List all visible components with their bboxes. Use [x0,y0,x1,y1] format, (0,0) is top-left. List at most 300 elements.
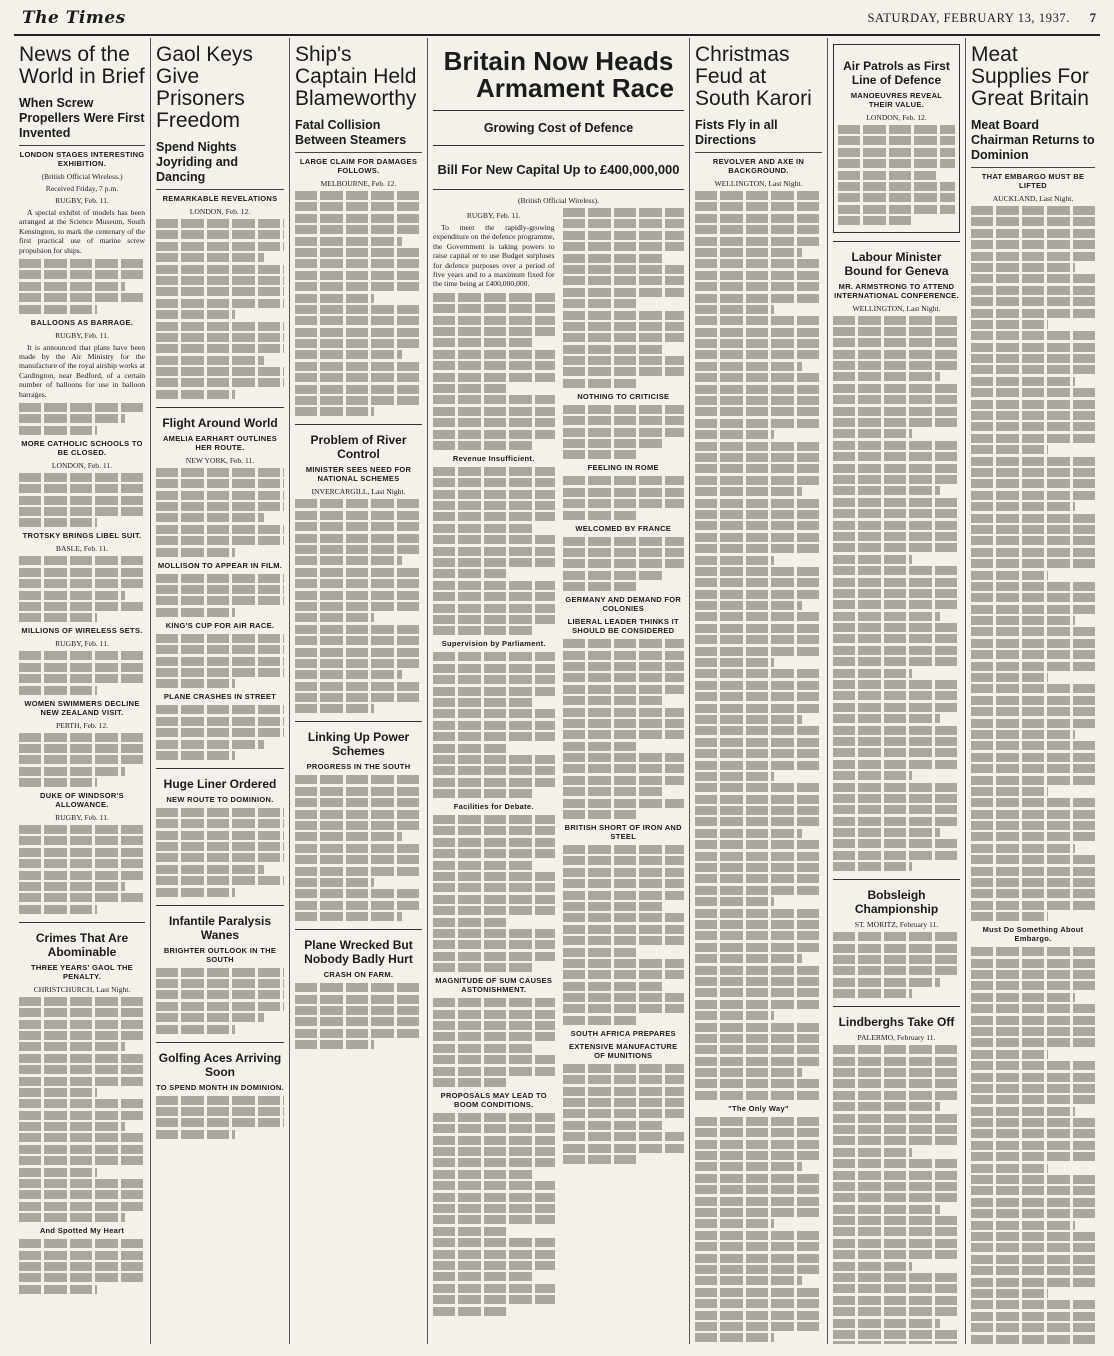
body-text-line [433,441,535,450]
body-text-line [19,859,145,868]
masthead [14,6,1100,36]
body-text-line [695,1057,822,1066]
body-text-line [695,1185,822,1194]
body-text-line [971,741,1095,750]
body-text-line [19,651,145,660]
body-text-line [695,715,802,724]
body-text-line [971,1152,1095,1161]
body-text-line [433,1238,555,1247]
body-text-line [156,242,284,251]
page-number: 7 [1089,11,1096,25]
column-2 [150,38,289,1344]
body-text-line [695,943,822,952]
dateline: RUGBY, Feb. 11. [466,211,521,220]
headline-linking-power: Linking Up Power Schemes [295,721,422,758]
headline-river-control: Problem of River Control [295,424,422,461]
body-text-line [833,634,960,643]
headline-bobsleigh: Bobsleigh Championship [833,879,960,916]
body-text-line [695,817,822,826]
body-text-line [971,263,1075,272]
body-text-line [433,467,555,476]
body-text-line [156,265,284,274]
body-text-line [971,274,1095,283]
body-text-line [971,536,1095,545]
body-text-line [563,799,685,808]
article-text: To meet the rapidly-growing expenditure on the defence programme, the Government is taking powers to raise capital or to use Budget surpluses for defence purposes over a period of five years and to a maximum fixed for the time being at £400,000,000. [433,223,555,289]
body-text-line [971,616,1075,625]
body-text-line [695,248,802,257]
body-text-line [433,581,555,590]
body-text-line [971,707,1095,716]
headline-ships-captain: Ship's Captain Held Blameworthy [295,43,417,110]
body-text-line [695,1140,822,1149]
body-text-line [433,1284,555,1293]
body-text-line [295,901,422,910]
body-text-line [295,787,422,796]
body-text-line [971,1027,1095,1036]
body-text-line [833,1091,960,1100]
body-text-line [971,798,1095,807]
body-text-line [833,372,940,381]
body-text-line [833,327,960,336]
body-text-line [833,1296,960,1305]
kicker-nothing-criticise: NOTHING TO CRITICISE [577,391,670,401]
body-text-line [971,810,1095,819]
body-text-line [433,604,555,613]
body-text-line [433,952,555,961]
body-text-line [295,670,402,679]
body-text-line [971,320,1048,329]
body-text-line [971,844,1075,853]
body-text-line [971,400,1095,409]
body-text-line [971,1118,1095,1127]
body-text-line [19,507,145,516]
body-text-line [833,783,960,792]
body-text-line [295,202,422,211]
body-text-line [433,929,555,938]
body-text-line [971,947,1095,956]
body-text-line [695,590,822,599]
body-text-line [833,760,960,769]
body-text-line [695,1000,822,1009]
body-text-line [971,684,1095,693]
body-text-line [156,865,264,874]
body-text-line [563,548,685,557]
body-text-line [156,1002,284,1011]
dateline: LONDON, Feb. 12. [189,207,251,216]
body-text-line [563,333,685,342]
body-text-line [971,1016,1095,1025]
body-text-line [295,832,402,841]
body-text-line [19,1020,145,1029]
body-text-line [695,237,822,246]
body-text-line [695,419,822,428]
body-text-line [19,1065,145,1074]
body-text-line [833,989,912,998]
body-text-line [295,693,422,702]
body-text-line [695,635,822,644]
kicker-duke: DUKE OF WINDSOR'S ALLOWANCE. [40,791,124,810]
body-text-line [433,883,555,892]
body-text-line [295,704,374,713]
body-text-line [19,1285,97,1294]
body-text-line [156,513,264,522]
body-text-line [19,1054,145,1063]
body-text-line [971,1289,1048,1298]
advert-heading: And Spotted My Heart [39,1226,125,1236]
subhead-only-way: "The Only Way" [728,1103,789,1113]
body-text-line [433,1227,508,1236]
body-text-line [833,1068,960,1077]
body-text-line [295,305,422,314]
body-text-line [833,1216,960,1225]
body-text-line [833,1307,960,1316]
body-text-line [971,1084,1095,1093]
body-text-line [563,845,685,854]
body-text-line [971,502,1075,511]
body-text-line [695,1197,822,1206]
subhead-revenue: Revenue Insufficient. [452,453,535,463]
body-text-line [563,856,685,865]
body-text-line [971,593,1095,602]
body-text-line [563,1004,685,1013]
body-text-line [433,940,555,949]
body-text-line [833,1319,940,1328]
body-text-line [563,322,685,331]
body-text-line [19,1156,145,1165]
body-text-line [971,719,1095,728]
body-text-line [695,909,822,918]
body-text-line [971,1164,1048,1173]
body-text-line [695,829,802,838]
body-text-line [833,691,960,700]
body-text-line [971,787,1048,796]
body-text-line [433,1261,555,1270]
body-text-line [971,1004,1095,1013]
dateline: RUGBY, Feb. 11. [55,330,109,340]
body-text-line [156,1118,284,1127]
subhead-fists-fly: Fists Fly in all Directions [695,118,822,153]
body-text-line [695,749,822,758]
body-text-line [833,726,960,735]
body-text-line [156,536,284,545]
kicker-progress-south: PROGRESS IN THE SOUTH [306,762,411,772]
body-text-line [563,787,665,796]
body-text-line [695,430,774,439]
body-text-line [971,548,1095,557]
body-text-line [563,730,685,739]
body-text-line [695,1231,822,1240]
body-text-line [971,457,1095,466]
body-text-line [971,525,1095,534]
dateline: LONDON, Feb. 11. [51,460,113,470]
body-text-line [433,789,535,798]
body-text-line [295,682,422,691]
body-text-line [156,310,235,319]
body-text-line [433,1021,555,1030]
body-text-line [833,1227,960,1236]
body-text-line [695,704,822,713]
body-text-line [695,795,822,804]
body-text-line [971,959,1095,968]
article-text: It is announced that plans have been made by the Air Ministry for the manufacture of the royal airship works at Cardington, near Bedford, of a certain number of balloons for use in balloon barrages. [19,342,145,399]
body-text-line [833,1193,960,1202]
body-text-line [156,853,284,862]
body-text-line [156,608,235,617]
body-text-line [833,338,960,347]
body-text-line [295,499,422,508]
body-text-line [971,377,1075,386]
body-text-line [156,740,264,749]
headline-labour-minister: Labour Minister Bound for Geneva [833,241,960,278]
body-text-line [833,955,960,964]
body-text-line [695,544,822,553]
kicker-wireless-sets: MILLIONS OF WIRELESS SETS. [21,626,143,636]
body-text-line [156,585,284,594]
body-text-line [433,338,535,347]
body-text-line [971,1073,1095,1082]
body-text-line [295,350,402,359]
body-text-line [833,498,960,507]
body-text-line [695,863,822,872]
body-text-line [433,744,508,753]
body-text-line [295,545,422,554]
headline-huge-liner: Huge Liner Ordered [156,768,284,791]
body-text-line [295,568,422,577]
body-text-line [563,405,685,414]
body-text-line [156,344,284,353]
body-text-line [433,1158,555,1167]
headline-flight: Flight Around World [156,407,284,430]
body-text-line [833,1125,960,1134]
body-text-line [833,805,960,814]
body-text-line [971,309,1095,318]
body-text-line [833,1171,960,1180]
body-text-line [19,591,125,600]
column-5 [689,38,827,1344]
body-text-line [563,1132,685,1141]
body-text-line [563,982,665,991]
body-text-line [156,679,235,688]
body-text-line [295,522,422,531]
body-text-line [971,981,1095,990]
body-text-line [433,963,535,972]
body-text-line [695,840,822,849]
body-text-line [19,1239,145,1248]
body-text-line [833,486,940,495]
body-text-line [971,559,1095,568]
body-text-line [833,1273,960,1282]
body-text-line [433,1147,555,1156]
body-text-line [971,514,1095,523]
body-text-line [295,373,422,382]
received-time: Received Friday, 7 p.m. [45,184,119,193]
body-text-line [433,687,555,696]
kicker-swimmers: WOMEN SWIMMERS DECLINE NEW ZEALAND VISIT. [24,698,140,717]
body-text-line [563,1016,638,1025]
body-text-line [695,681,822,690]
headline-plane-wrecked: Plane Wrecked But Nobody Badly Hurt [295,929,422,966]
body-text-line [695,316,822,325]
body-text-line [433,490,555,499]
body-text-line [156,1096,284,1105]
body-text-line [19,259,145,268]
body-text-line [695,476,822,485]
body-text-line [19,1168,97,1177]
body-text-line [19,270,145,279]
body-text-line [833,862,912,871]
body-text-line [695,453,822,462]
body-text-line [433,1136,555,1145]
kicker-new-route: NEW ROUTE TO DOMINION. [166,794,274,804]
body-text-line [563,1121,665,1130]
body-text-line [433,918,508,927]
body-text-line [563,925,685,934]
body-text-line [971,582,1095,591]
body-text-line [563,1109,685,1118]
body-text-line [295,1040,374,1049]
kicker-magnitude: MAGNITUDE OF SUM CAUSES ASTONISHMENT. [435,976,553,995]
body-text-line [833,680,960,689]
body-text-line [433,826,555,835]
body-text-line [563,651,685,660]
body-text-line [563,879,685,888]
body-text-line [695,510,822,519]
body-text-line [156,596,284,605]
body-text-line [833,1159,960,1168]
body-text-line [971,434,1095,443]
body-text-line [971,1255,1095,1264]
body-text-line [695,1311,822,1320]
body-text-line [971,867,1095,876]
body-text-line [833,944,960,953]
body-text-line [433,524,535,533]
body-text-line [295,591,422,600]
kicker-manoeuvres: MANOEUVRES REVEAL THEIR VALUE. [850,91,943,109]
body-text-line [295,271,422,280]
body-text-line [156,888,235,897]
body-text-line [833,1205,940,1214]
body-text-line [563,810,638,819]
dateline: AUCKLAND, Last Night. [992,194,1074,203]
body-text-line [833,714,940,723]
body-text-line [433,1067,555,1076]
body-text-line [563,499,685,508]
body-text-line [695,578,822,587]
body-text-line [971,411,1095,420]
body-text-line [156,378,284,387]
body-text-line [156,574,284,583]
body-text-line [19,414,125,423]
body-text-line [695,601,802,610]
body-text-line [19,1190,145,1199]
body-text-line [695,897,774,906]
body-text-line [433,1250,555,1259]
body-text-line [695,225,822,234]
subhead-screw-propellers: When Screw Propellers Were First Invented [19,96,145,146]
body-text-line [833,464,960,473]
body-text-line [833,395,960,404]
body-text-line [563,753,685,762]
body-text-line [833,509,960,518]
body-text-line [19,663,145,672]
body-text-line [295,1017,422,1026]
body-text-line [695,886,822,895]
body-text-line [695,1265,822,1274]
body-text-line [971,878,1095,887]
body-text-line [156,842,284,851]
body-text-line [295,214,422,223]
body-text-line [19,1251,145,1260]
body-text-line [833,623,960,632]
body-text-line [563,936,685,945]
body-text-line [695,658,774,667]
headline-gaol-keys: Gaol Keys Give Prisoners Freedom [156,43,253,132]
dateline: WELLINGTON, Last Night. [852,303,941,313]
body-text-line [156,322,284,331]
body-text-line [695,874,822,883]
body-text-line [433,569,508,578]
body-text-line [433,815,555,824]
body-text-line [19,293,145,302]
body-text-line [563,708,685,717]
body-text-line [19,1099,145,1108]
body-text-line [19,1273,145,1282]
body-text-line [833,794,960,803]
body-text-line [433,1215,555,1224]
body-text-line [433,1204,555,1213]
deck-capital-bill: Bill For New Capital Up to £400,000,000 [433,152,684,190]
body-text-line [695,487,802,496]
body-text-line [563,913,685,922]
body-text-line [19,674,145,683]
body-text-line [695,647,822,656]
body-text-line [19,848,145,857]
body-text-line [971,1186,1095,1195]
kicker-trotsky: TROTSKY BRINGS LIBEL SUIT. [22,531,142,541]
body-text-line [156,502,284,511]
body-text-line [156,819,284,828]
body-text-line [971,1175,1095,1184]
body-text-line [971,479,1095,488]
dateline: BASLE, Feb. 11. [55,544,109,554]
body-text-line [563,764,685,773]
body-text-line [433,675,555,684]
body-text-line [563,559,685,568]
dateline: RUGBY, Feb. 11. [55,813,109,823]
body-text-line [971,422,1095,431]
body-text-line [295,1006,422,1015]
body-text-line [563,1155,638,1164]
body-text-line [838,205,955,214]
body-text-line [833,1079,960,1088]
body-text-line [19,518,97,527]
body-text-line [19,1077,145,1086]
body-text-line [695,954,802,963]
body-text-line [433,626,535,635]
body-text-line [156,668,284,677]
body-text-line [971,662,1095,671]
body-text-line [833,1284,960,1293]
body-text-line [971,571,1048,580]
body-text-line [833,350,960,359]
dateline: MELBOURNE, Feb. 12. [320,179,397,188]
body-text-line [563,356,685,365]
body-text-line [433,652,555,661]
body-text-line [833,1148,912,1157]
body-text-line [156,333,284,342]
body-text-line [433,778,555,787]
